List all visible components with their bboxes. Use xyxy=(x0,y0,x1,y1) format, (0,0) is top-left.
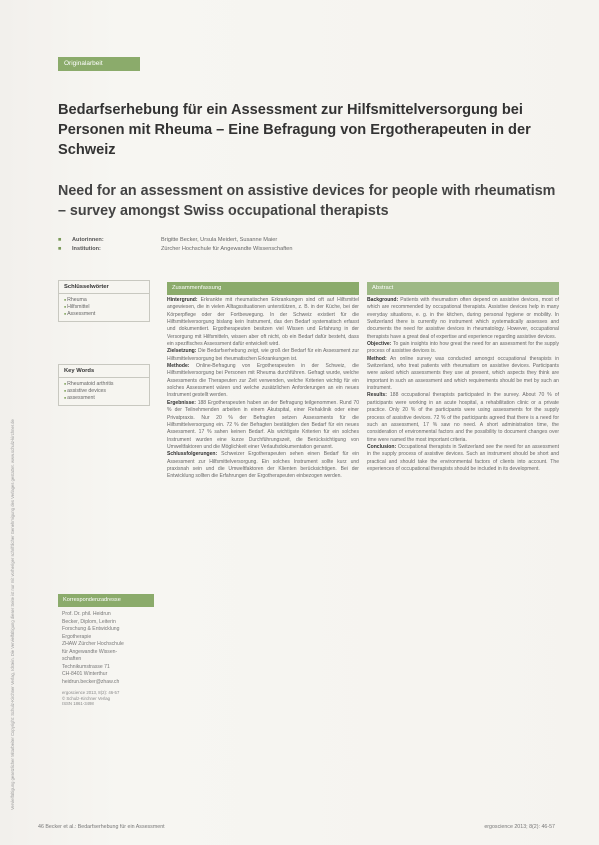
contact-line: schaften xyxy=(62,656,82,662)
article-title-german: Bedarfserhebung für ein Assessment zur Hilfsmittelversorgung bei Personen mit Rheuma – Eine Befragung von Ergotherapeuten in der Schweiz xyxy=(58,102,531,158)
keyword-item: ■ assessment xyxy=(64,395,144,402)
keywords-german-heading: Schlüsselwörter xyxy=(59,281,149,294)
keywords-english-box xyxy=(58,364,150,406)
contact-heading: Korrespondenzadresse xyxy=(58,594,154,607)
contact-line: Ergotherapie xyxy=(62,633,92,640)
contact-line: ZHAW Zürcher Hochschule xyxy=(62,641,124,647)
contact-line: Becker, Diplom, Leiterin xyxy=(62,618,116,625)
page-footer-right: ergoscience 2013; 8(2): 46-57 xyxy=(484,824,555,830)
contact-line: für Angewandte Wissen- xyxy=(62,648,118,655)
summary-paragraph: Hintergrund: Erkrankte mit rheumatischen Erkrankungen sind oft auf Hilfsmittel angewiesen, die in vielen Alltagssituationen unterstützen, z. B. in der Küche, bei der Körperpflege oder der Fortbewegung. In der Schweiz existiert für die Hilfsmittelversorgung bislang kein Instrument, das den Bedarf systematisch erfasst und dokumentiert. Ergotherapeuten besitzen viel Wissen und Erfahrung in der Versorgung mit Hilfsmitteln, wissen aber oft nicht, ob ein Bedarf dafür besteht, dass ein spezifisches Assessment dafür entwickelt wird. xyxy=(167,297,360,348)
citation-line: ISSN 1861-3498 xyxy=(62,701,94,706)
summary-paragraph: Zielsetzung: Die Bedarfserhebung zeigt, wie groß der Bedarf für ein Assessment zur Hilfsmittelversorgung bei rheumatischen Erkrankungen ist. xyxy=(167,348,360,362)
author-meta xyxy=(58,236,538,254)
summary-german-body xyxy=(167,295,359,481)
contact-line: Forschung & Entwicklung xyxy=(62,626,120,632)
keyword-item: ■ Rheuma xyxy=(64,297,144,304)
article-title-english: Need for an assessment on assistive devices for people with rheumatism – survey amongst Swiss occupational therapists xyxy=(58,183,556,219)
abstract-english-column xyxy=(367,282,559,473)
article-type-tag: Originalarbeit xyxy=(58,57,140,71)
keywords-english-list xyxy=(59,378,149,405)
contact-line: CH-8401 Winterthur xyxy=(62,671,108,677)
authors-value: Brigitte Becker, Ursula Meidert, Susanne Maier xyxy=(161,237,278,243)
copyright-side-text: Vervielfältigung gesetzlicher Mitarbeiter Copyright: Schulz-Kirchner Verlag, Idstein. Die Vervielfältigung dieser Seite ist nur mit vorheriger schriftlicher Genehmigung des Verlages gestattet. www.schulz-kirchner.de xyxy=(10,419,15,810)
keywords-english-heading: Key Words xyxy=(59,365,149,378)
abstract-english-heading: Abstract xyxy=(367,282,559,295)
summary-paragraph: Schlussfolgerungen: Schweizer Ergotherapeuten sehen einen Bedarf für ein Assessment zur Hilfsmittelversorgung. Ein solches Instrument sollte kurz und praxisnah sein und die Umweltfaktoren der Klienten berücksichtigen. Bei der Entwicklung sollten die Erfahrungen der Ergotherapeuten einbezogen werden. xyxy=(167,451,359,480)
summary-paragraph: Methode: Online-Befragung von Ergotherapeuten in der Schweiz, die Hilfsmittelversorgung bei Personen mit Rheuma durchführen. Gefragt wurde, welche Assessments die Therapeuten zur Zeit verwenden, welche Kriterien wichtig für ein solches Assessment wären und welche zusätzlichen Anforderungen an ein neues Instrument gestellt werden. xyxy=(167,363,359,399)
institution-row xyxy=(58,245,538,254)
keyword-sidebar xyxy=(58,280,150,406)
abstract-paragraph: Results: 188 occupational therapists participated in the survey. About 70 % of participants were working in an acute hospital, a rehabilitation clinic or a private practice. Only 20 % of the participants were using assessments for the supply process of assistive devices. 72 % of the participants agreed that there is a need for such an assessment, 17 % saw no need. A short administration time, the consideration of environmental factors and the possibility to document changes over time were named the most important criteria. xyxy=(367,392,559,443)
bullet-icon: ■ xyxy=(58,237,62,243)
authors-row xyxy=(58,236,538,245)
summary-german-column xyxy=(167,282,359,481)
abstract-paragraph: Conclusion: Occupational therapists in Switzerland see the need for an assessment in the supply process of assistive devices. Such an instrument should be short and practical and should take the environmental factors of clients into account. The experiences of occupational therapists should be included in its development. xyxy=(367,443,559,472)
citation-line: © Schulz-Kirchner Verlag xyxy=(62,695,111,701)
institution-label: Institution: xyxy=(72,246,101,252)
keyword-item: ■ Rheumatoid arthritis xyxy=(64,381,144,388)
summary-german-heading: Zusammenfassung xyxy=(167,282,359,295)
contact-address xyxy=(62,611,152,707)
keywords-german-list xyxy=(59,294,149,321)
contact-line: Prof. Dr. phil. Heidrun xyxy=(62,611,111,617)
summary-paragraph: Ergebnisse: 188 Ergotherapeuten haben an der Befragung teilgenommen. Rund 70 % der Teilnehmenden arbeiten in einem Akutspital, einer Rehaklinik oder einer Privatpraxis. Nur 20 % der Befragten setzen Assessments für die Hilfsmittelversorgung ein. 72 % der Befragten bestätigten den Bedarf für ein neues Assessment. 17 % sahen keinen Bedarf. Als wichtigste Kriterien für ein solches Instrument wurden eine kurze Durchführungszeit, die Berücksichtigung von Umweltfaktoren und die Möglichkeit einer Verlaufsdokumentation genannt. xyxy=(167,399,359,450)
abstract-paragraph: Method: An online survey was conducted amongst occupational therapists in Switzerland, who treat patients with rheumatism on assistive devices. Participants were asked which assessments they use at present, which aspects they think are important in such an assessment and which requirements should be met by such an instrument. xyxy=(367,355,560,392)
abstract-paragraph: Objective: To gain insights into how great the need for an assessment for the supply process of assistive devices is. xyxy=(367,341,560,355)
page-footer-left: 46 Becker et al.: Bedarfserhebung für ein Assessment xyxy=(38,824,165,830)
keyword-item: ■ Assessment xyxy=(64,311,144,318)
abstract-english-body xyxy=(367,295,559,473)
contact-line: Technikumstrasse 71 xyxy=(62,663,110,670)
keywords-german-box xyxy=(58,280,150,322)
institution-value: Zürcher Hochschule für Angewandte Wissenschaften xyxy=(161,246,293,252)
citation-line: ergoscience 2013, 8(2): 46-57 xyxy=(62,690,120,695)
authors-label: Autorinnen: xyxy=(72,237,104,243)
bullet-icon: ■ xyxy=(58,246,62,252)
abstract-paragraph: Background: Patients with rheumatism often depend on assistive devices, most of which are recommended by occupational therapists. Assistive devices help in many everyday situations, e. g. in the kitchen, during personal hygiene or mobility. In Switzerland there is currently no instrument which systematically assesses and documents the need for assistive devices in rheumatology. However, occupational therapists have a great deal of expertise and experience regarding assistive devices. xyxy=(367,297,559,340)
keyword-item: ■ Hilfsmittel xyxy=(64,304,144,311)
contact-email[interactable]: heidrun.becker@zhaw.ch xyxy=(62,678,120,685)
citation-info xyxy=(62,690,152,707)
keyword-item: ■ assistive devices xyxy=(64,388,144,395)
